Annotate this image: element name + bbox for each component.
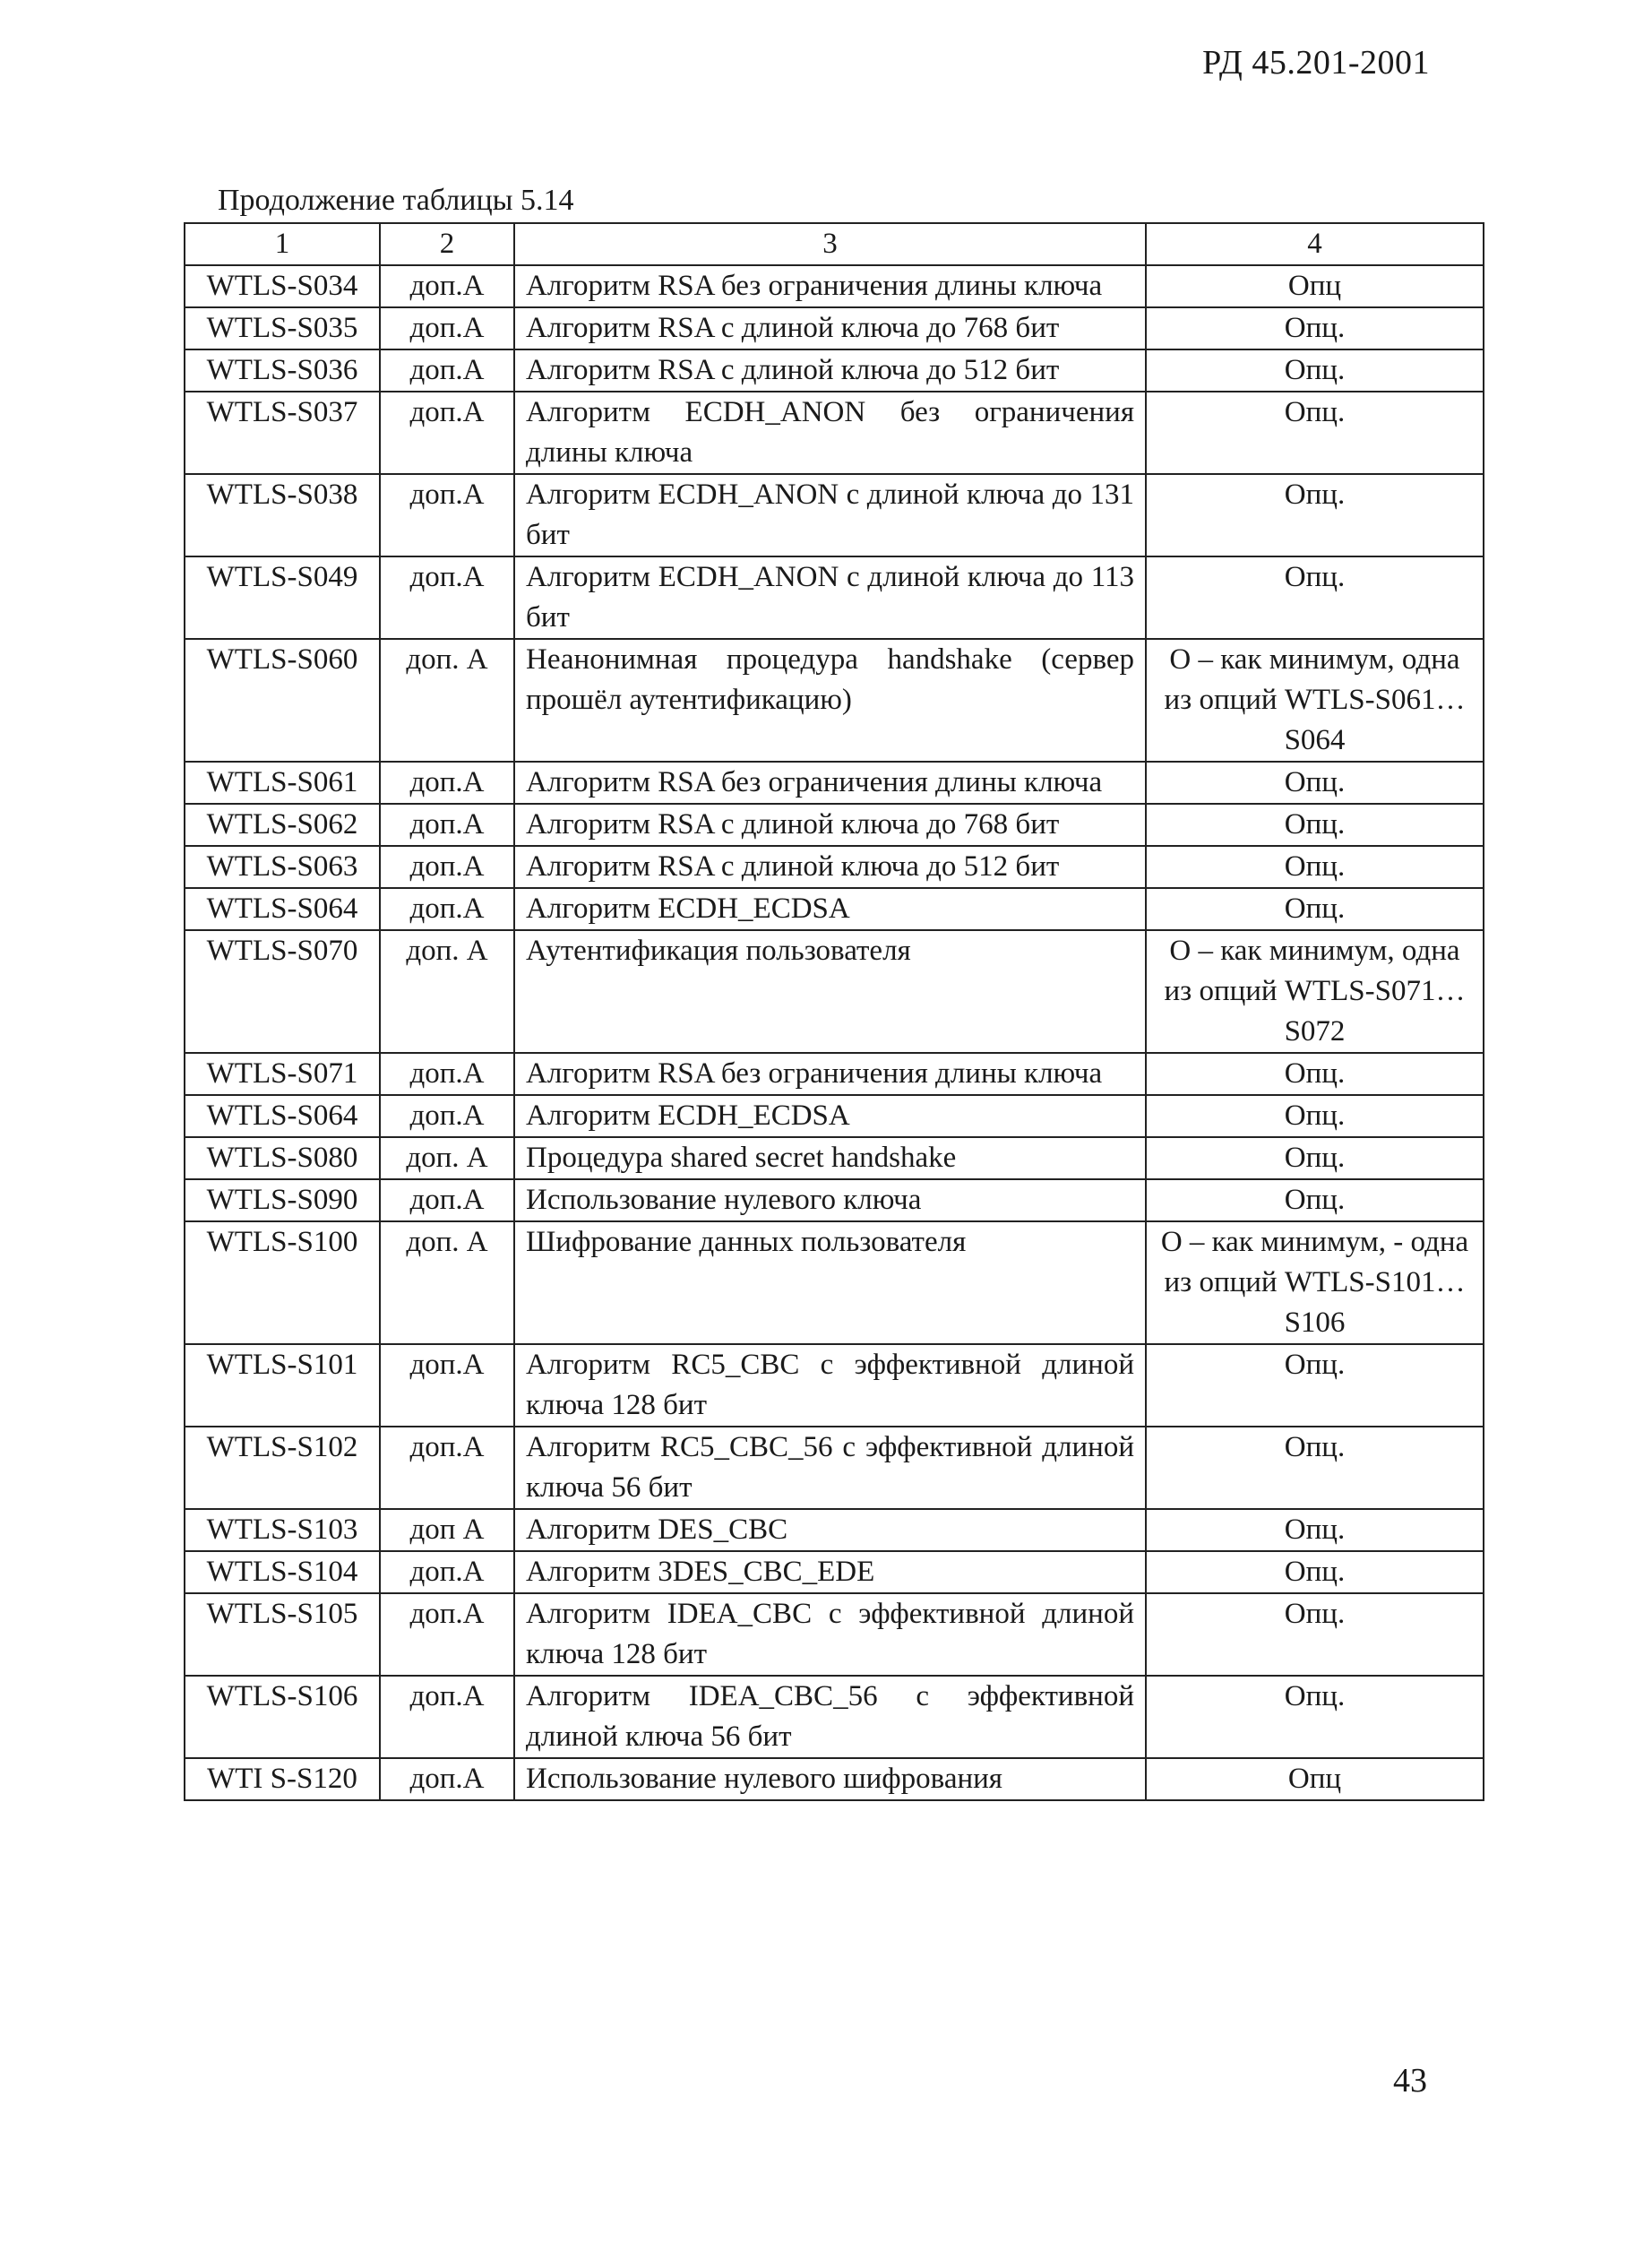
description-cell: Алгоритм ECDH_ANON с длиной ключа до 131 бит	[514, 474, 1146, 556]
reference-cell: доп. А	[380, 639, 514, 762]
table-row	[185, 930, 1484, 1053]
status-cell: Опц.	[1146, 1137, 1484, 1179]
table-body	[185, 265, 1484, 1800]
status-cell: Опц.	[1146, 762, 1484, 804]
description-cell: Алгоритм IDEA_CBC с эффективной длиной ключа 128 бит	[514, 1593, 1146, 1676]
description-cell: Алгоритм RSA без ограничения длины ключа	[514, 265, 1146, 307]
requirement-id-cell: WTLS-S104	[185, 1551, 380, 1593]
reference-cell: доп.А	[380, 474, 514, 556]
table-row	[185, 846, 1484, 888]
status-cell: О – как минимум, - одна из опций WTLS-S101…S106	[1146, 1221, 1484, 1344]
reference-cell: доп.А	[380, 1053, 514, 1095]
description-cell: Алгоритм RC5_CBC_56 с эффективной длиной ключа 56 бит	[514, 1427, 1146, 1509]
description-cell: Алгоритм RC5_CBC с эффективной длиной ключа 128 бит	[514, 1344, 1146, 1427]
description-cell: Алгоритм RSA с длиной ключа до 768 бит	[514, 307, 1146, 349]
table-row	[185, 1758, 1484, 1800]
table-row	[185, 1509, 1484, 1551]
requirement-id-cell: WTLS-S103	[185, 1509, 380, 1551]
description-cell: Использование нулевого шифрования	[514, 1758, 1146, 1800]
status-cell: Опц.	[1146, 307, 1484, 349]
reference-cell: доп.А	[380, 556, 514, 639]
description-cell: Использование нулевого ключа	[514, 1179, 1146, 1221]
requirement-id-cell: WTLS-S105	[185, 1593, 380, 1676]
reference-cell: доп.А	[380, 1676, 514, 1758]
requirement-id-cell: WTLS-S080	[185, 1137, 380, 1179]
requirement-id-cell: WTLS-S037	[185, 392, 380, 474]
requirement-id-cell: WTLS-S064	[185, 888, 380, 930]
requirement-id-cell: WTI S-S120	[185, 1758, 380, 1800]
requirement-id-cell: WTLS-S062	[185, 804, 380, 846]
table-row	[185, 1053, 1484, 1095]
reference-cell: доп.А	[380, 1427, 514, 1509]
status-cell: О – как минимум, одна из опций WTLS-S071…S072	[1146, 930, 1484, 1053]
requirement-id-cell: WTLS-S034	[185, 265, 380, 307]
table-row	[185, 639, 1484, 762]
table-row	[185, 307, 1484, 349]
status-cell: Опц.	[1146, 1676, 1484, 1758]
table-row	[185, 1427, 1484, 1509]
table-row	[185, 762, 1484, 804]
status-cell: Опц.	[1146, 349, 1484, 392]
reference-cell: доп. А	[380, 930, 514, 1053]
description-cell: Неанонимная процедура handshake (сервер прошёл аутентификацию)	[514, 639, 1146, 762]
description-cell: Алгоритм RSA без ограничения длины ключа	[514, 1053, 1146, 1095]
reference-cell: доп.А	[380, 1344, 514, 1427]
description-cell: Алгоритм ECDH_ECDSA	[514, 1095, 1146, 1137]
description-cell: Аутентификация пользователя	[514, 930, 1146, 1053]
requirement-id-cell: WTLS-S049	[185, 556, 380, 639]
status-cell: Опц.	[1146, 392, 1484, 474]
status-cell: Опц.	[1146, 888, 1484, 930]
table-row	[185, 1179, 1484, 1221]
column-header: 1	[185, 223, 380, 265]
requirement-id-cell: WTLS-S101	[185, 1344, 380, 1427]
description-cell: Алгоритм ECDH_ANON с длиной ключа до 113 бит	[514, 556, 1146, 639]
reference-cell: доп.А	[380, 804, 514, 846]
requirement-id-cell: WTLS-S061	[185, 762, 380, 804]
description-cell: Алгоритм RSA с длиной ключа до 512 бит	[514, 846, 1146, 888]
status-cell: Опц.	[1146, 1593, 1484, 1676]
table-row	[185, 349, 1484, 392]
requirement-id-cell: WTLS-S090	[185, 1179, 380, 1221]
table-row	[185, 1095, 1484, 1137]
description-cell: Алгоритм ECDH_ANON без ограничения длины ключа	[514, 392, 1146, 474]
requirement-id-cell: WTLS-S070	[185, 930, 380, 1053]
status-cell: Опц.	[1146, 1427, 1484, 1509]
description-cell: Алгоритм RSA с длиной ключа до 512 бит	[514, 349, 1146, 392]
requirement-id-cell: WTLS-S102	[185, 1427, 380, 1509]
requirement-id-cell: WTLS-S100	[185, 1221, 380, 1344]
description-cell: Шифрование данных пользователя	[514, 1221, 1146, 1344]
reference-cell: доп.А	[380, 265, 514, 307]
reference-cell: доп.А	[380, 888, 514, 930]
reference-cell: доп.А	[380, 392, 514, 474]
reference-cell: доп.А	[380, 307, 514, 349]
column-header: 4	[1146, 223, 1484, 265]
requirement-id-cell: WTLS-S060	[185, 639, 380, 762]
table-row	[185, 392, 1484, 474]
spec-table	[184, 222, 1484, 1801]
requirement-id-cell: WTLS-S036	[185, 349, 380, 392]
status-cell: Опц.	[1146, 474, 1484, 556]
description-cell: Алгоритм DES_CBC	[514, 1509, 1146, 1551]
status-cell: Опц.	[1146, 1095, 1484, 1137]
description-cell: Процедура shared secret handshake	[514, 1137, 1146, 1179]
description-cell: Алгоритм RSA с длиной ключа до 768 бит	[514, 804, 1146, 846]
table-row	[185, 1137, 1484, 1179]
status-cell: Опц.	[1146, 1179, 1484, 1221]
status-cell: Опц.	[1146, 1551, 1484, 1593]
table-row	[185, 1551, 1484, 1593]
status-cell: Опц	[1146, 1758, 1484, 1800]
requirement-id-cell: WTLS-S063	[185, 846, 380, 888]
requirement-id-cell: WTLS-S038	[185, 474, 380, 556]
description-cell: Алгоритм RSA без ограничения длины ключа	[514, 762, 1146, 804]
reference-cell: доп.А	[380, 1179, 514, 1221]
reference-cell: доп.А	[380, 1758, 514, 1800]
reference-cell: доп. А	[380, 1221, 514, 1344]
status-cell: Опц.	[1146, 846, 1484, 888]
status-cell: Опц.	[1146, 804, 1484, 846]
table-row	[185, 474, 1484, 556]
reference-cell: доп. А	[380, 1137, 514, 1179]
requirement-id-cell: WTLS-S064	[185, 1095, 380, 1137]
table-row	[185, 1593, 1484, 1676]
table-row	[185, 804, 1484, 846]
table-row	[185, 1221, 1484, 1344]
status-cell: Опц.	[1146, 1053, 1484, 1095]
requirement-id-cell: WTLS-S071	[185, 1053, 380, 1095]
table-caption: Продолжение таблицы 5.14	[218, 184, 574, 217]
status-cell: Опц	[1146, 265, 1484, 307]
column-header: 3	[514, 223, 1146, 265]
table-row	[185, 888, 1484, 930]
reference-cell: доп.А	[380, 1551, 514, 1593]
reference-cell: доп.А	[380, 1593, 514, 1676]
reference-cell: доп.А	[380, 1095, 514, 1137]
document-code: РД 45.201-2001	[1202, 44, 1430, 82]
requirement-id-cell: WTLS-S035	[185, 307, 380, 349]
requirement-id-cell: WTLS-S106	[185, 1676, 380, 1758]
reference-cell: доп.А	[380, 846, 514, 888]
table-header-row	[185, 223, 1484, 265]
reference-cell: доп А	[380, 1509, 514, 1551]
table-row	[185, 556, 1484, 639]
status-cell: Опц.	[1146, 556, 1484, 639]
status-cell: Опц.	[1146, 1344, 1484, 1427]
table-row	[185, 1344, 1484, 1427]
table-row	[185, 265, 1484, 307]
reference-cell: доп.А	[380, 762, 514, 804]
page-number: 43	[1393, 2062, 1427, 2100]
description-cell: Алгоритм 3DES_CBC_EDE	[514, 1551, 1146, 1593]
status-cell: О – как минимум, одна из опций WTLS-S061…S064	[1146, 639, 1484, 762]
table-row	[185, 1676, 1484, 1758]
reference-cell: доп.А	[380, 349, 514, 392]
status-cell: Опц.	[1146, 1509, 1484, 1551]
column-header: 2	[380, 223, 514, 265]
description-cell: Алгоритм IDEA_CBC_56 с эффективной длиной ключа 56 бит	[514, 1676, 1146, 1758]
description-cell: Алгоритм ECDH_ECDSA	[514, 888, 1146, 930]
